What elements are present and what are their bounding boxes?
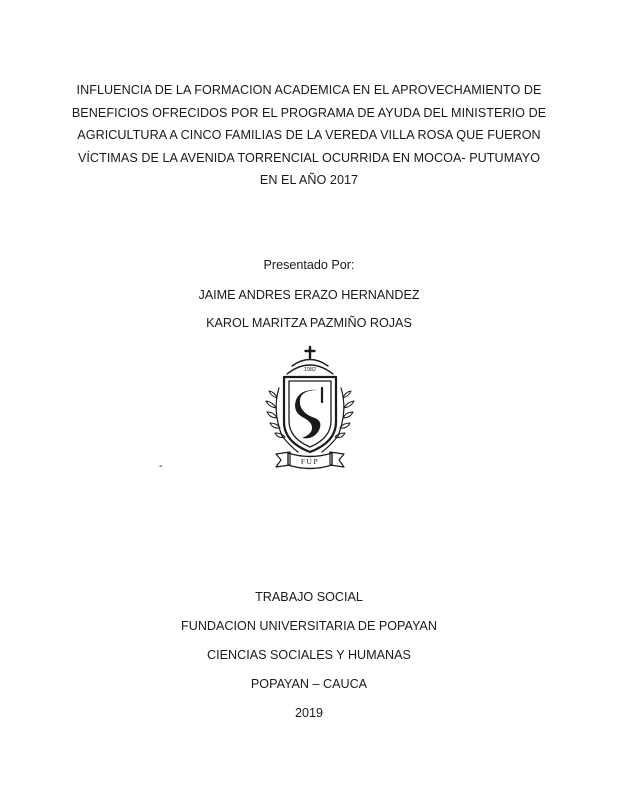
author-2: KAROL MARITZA PAZMIÑO ROJAS — [206, 316, 412, 330]
location: POPAYAN – CAUCA — [250, 677, 368, 691]
crest-ribbon-text: FUP — [300, 457, 320, 466]
crest-year: 1982 — [303, 367, 317, 373]
document-title — [60, 79, 558, 192]
faculty-name: CIENCIAS SOCIALES Y HUMANAS — [207, 648, 411, 662]
title-line-3: AGRICULTURA A CINCO FAMILIAS DE LA VEREDA VILLA ROSA QUE FUERON — [77, 128, 541, 142]
title-line-1: INFLUENCIA DE LA FORMACION ACADEMICA EN EL APROVECHAMIENTO DE — [76, 83, 542, 97]
presented-by-label: Presentado Por: — [263, 258, 355, 272]
university-crest-icon — [260, 344, 360, 472]
institution-name: FUNDACION UNIVERSITARIA DE POPAYAN — [181, 619, 437, 633]
title-line-2: BENEFICIOS OFRECIDOS POR EL PROGRAMA DE AYUDA DEL MINISTERIO DE — [71, 105, 547, 120]
title-line-4: VÍCTIMAS DE LA AVENIDA TORRENCIAL OCURRIDA EN MOCOA- PUTUMAYO — [77, 150, 541, 165]
author-1: JAIME ANDRES ERAZO HERNANDEZ — [198, 288, 420, 302]
program-name: TRABAJO SOCIAL — [255, 590, 363, 604]
stray-mark: - — [159, 460, 163, 472]
title-line-5: EN EL AÑO 2017 — [259, 173, 359, 187]
year: 2019 — [294, 706, 324, 720]
